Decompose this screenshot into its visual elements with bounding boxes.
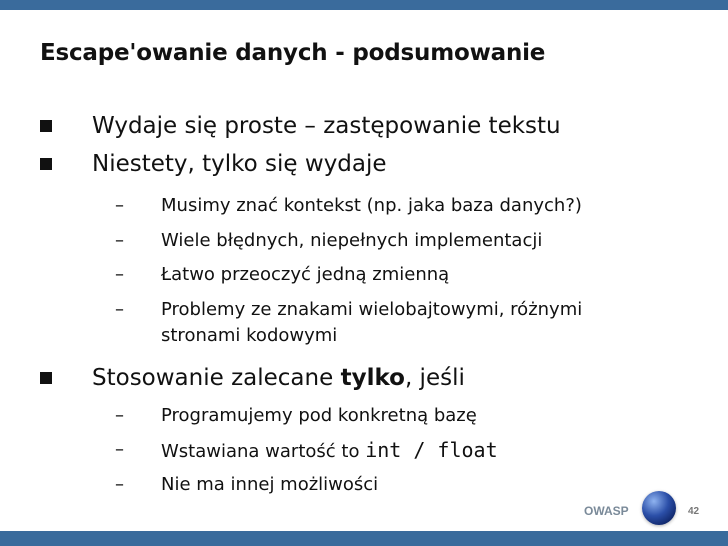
dash-marker: – — [115, 230, 124, 251]
bullet-1-text: Wydaje się proste – zastępowanie tekstu — [92, 113, 561, 139]
bullet-3 — [40, 363, 465, 393]
sub-bullet-3-3-text: Nie ma innej możliwości — [161, 474, 379, 495]
sub-bullet-2-1-text: Musimy znać kontekst (np. jaka baza danych?) — [161, 195, 582, 216]
sub-bullet-2-2-text: Wiele błędnych, niepełnych implementacji — [161, 230, 543, 251]
bullet-3-bold: tylko — [340, 365, 405, 391]
bottom-band — [0, 531, 728, 546]
bullet-3-post: , jeśli — [404, 365, 465, 391]
dash-marker: – — [115, 264, 124, 285]
sub-bullet-2-4-text-line2: stronami kodowymi — [161, 325, 338, 346]
dash-marker: – — [115, 299, 124, 320]
bullet-2-text: Niestety, tylko się wydaje — [92, 151, 387, 177]
bullet-2 — [40, 149, 387, 179]
owasp-brand: OWASP — [584, 504, 629, 518]
page-number: 42 — [688, 506, 700, 517]
slide-title: Escape'owanie danych - podsumowanie — [40, 40, 546, 66]
sub-bullet-3-2-text — [161, 437, 498, 465]
dash-marker: – — [115, 195, 124, 216]
bullet-3-text — [92, 365, 465, 391]
sub-bullet-3-2-code: int / float — [365, 438, 498, 462]
square-bullet-icon — [40, 372, 52, 384]
sub-bullet-3-2-pre: Wstawiana wartość to — [161, 441, 366, 462]
globe-icon — [642, 491, 676, 525]
sub-bullet-2-4-text-line1: Problemy ze znakami wielobajtowymi, różnymi — [161, 299, 583, 320]
sub-bullet-2-3-text: Łatwo przeoczyć jedną zmienną — [161, 264, 450, 285]
sub-bullet-3-1-text: Programujemy pod konkretną bazę — [161, 405, 477, 426]
square-bullet-icon — [40, 158, 52, 170]
bullet-1 — [40, 111, 561, 141]
square-bullet-icon — [40, 120, 52, 132]
bullet-3-pre: Stosowanie zalecane — [92, 365, 341, 391]
dash-marker: – — [115, 439, 124, 460]
top-band — [0, 0, 728, 10]
dash-marker: – — [115, 405, 124, 426]
dash-marker: – — [115, 474, 124, 495]
